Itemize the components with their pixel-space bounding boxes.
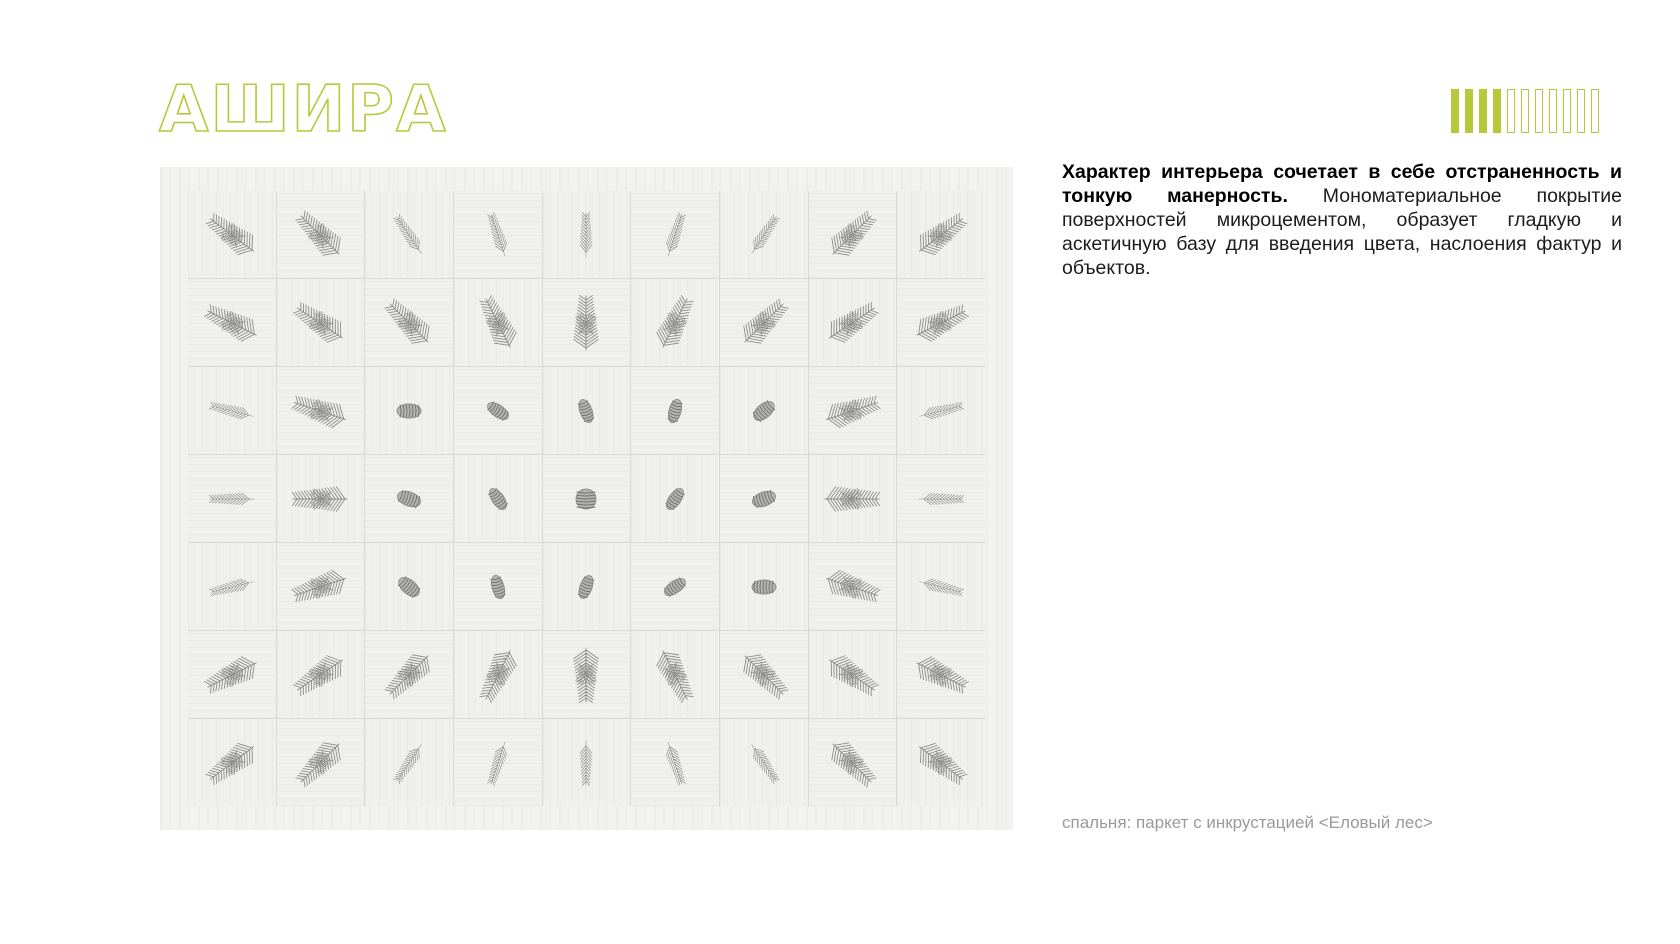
pinecone-icon — [467, 468, 529, 530]
parquet-tile — [543, 455, 631, 542]
parquet-tile — [720, 367, 808, 454]
description-lead: Характер интерьера сочетает в себе отстраненность и тонкую манерность. — [1062, 161, 1622, 207]
parquet-tile — [454, 367, 542, 454]
parquet-tile — [277, 191, 365, 278]
parquet-tile — [543, 719, 631, 806]
parquet-tile — [277, 719, 365, 806]
parquet-tile — [365, 719, 453, 806]
parquet-tile — [809, 455, 897, 542]
twig-icon — [644, 732, 706, 794]
brand-logo: АШИРА — [159, 73, 448, 147]
branch-icon — [821, 556, 883, 618]
twig-icon — [910, 468, 972, 530]
parquet-tile — [277, 279, 365, 366]
parquet-tile — [897, 543, 985, 630]
parquet-tile — [897, 719, 985, 806]
twig-icon — [201, 380, 263, 442]
parquet-tile — [188, 191, 276, 278]
pinecone-icon — [555, 380, 617, 442]
pinecone-icon — [644, 556, 706, 618]
parquet-tile — [543, 543, 631, 630]
parquet-tile — [631, 279, 719, 366]
parquet-tile — [897, 191, 985, 278]
parquet-tile — [188, 455, 276, 542]
parquet-tile — [454, 543, 542, 630]
parquet-tile — [365, 191, 453, 278]
parquet-tile — [897, 279, 985, 366]
parquet-tile — [897, 455, 985, 542]
pinecone-icon — [644, 380, 706, 442]
image-caption: спальня: паркет с инкрустацией <Еловый лес> — [1062, 813, 1433, 832]
twig-icon — [644, 204, 706, 266]
branch-icon — [467, 292, 529, 354]
twig-icon — [733, 732, 795, 794]
branch-icon — [289, 204, 351, 266]
parquet-tile — [365, 279, 453, 366]
parquet-tile — [365, 543, 453, 630]
branch-icon — [201, 204, 263, 266]
parquet-tile — [631, 543, 719, 630]
parquet-tile — [720, 719, 808, 806]
parquet-tile — [543, 367, 631, 454]
pinecone-icon — [378, 556, 440, 618]
parquet-tile — [631, 367, 719, 454]
branch-icon — [733, 292, 795, 354]
parquet-tile — [277, 631, 365, 718]
pinecone-icon — [467, 556, 529, 618]
progress-segment — [1451, 89, 1459, 133]
twig-icon — [555, 732, 617, 794]
twig-icon — [910, 556, 972, 618]
page-progress-indicator — [1451, 89, 1599, 133]
parquet-tile — [543, 191, 631, 278]
parquet-tile — [188, 631, 276, 718]
parquet-tile — [897, 367, 985, 454]
pinecone-icon — [378, 468, 440, 530]
interior-description — [1062, 160, 1622, 280]
branch-icon — [289, 468, 351, 530]
parquet-tile — [720, 543, 808, 630]
progress-segment — [1577, 89, 1585, 133]
parquet-tile — [277, 367, 365, 454]
progress-segment — [1493, 89, 1501, 133]
branch-icon — [910, 732, 972, 794]
parquet-tile — [454, 191, 542, 278]
twig-icon — [555, 204, 617, 266]
progress-segment — [1591, 89, 1599, 133]
parquet-tile — [809, 719, 897, 806]
parquet-tile — [454, 719, 542, 806]
parquet-tile — [365, 455, 453, 542]
parquet-tile — [188, 367, 276, 454]
parquet-tile — [277, 543, 365, 630]
branch-icon — [821, 292, 883, 354]
parquet-tile — [809, 631, 897, 718]
branch-icon — [289, 732, 351, 794]
parquet-tile — [631, 719, 719, 806]
branch-icon — [555, 644, 617, 706]
twig-icon — [378, 732, 440, 794]
branch-icon — [201, 732, 263, 794]
parquet-tile — [365, 367, 453, 454]
progress-segment — [1507, 89, 1515, 133]
twig-icon — [201, 556, 263, 618]
pinecone-icon — [733, 380, 795, 442]
progress-segment — [1479, 89, 1487, 133]
branch-icon — [289, 380, 351, 442]
twig-icon — [733, 204, 795, 266]
parquet-tile — [897, 631, 985, 718]
progress-segment — [1563, 89, 1571, 133]
progress-segment — [1521, 89, 1529, 133]
pinecone-icon — [555, 556, 617, 618]
branch-icon — [644, 292, 706, 354]
twig-icon — [467, 732, 529, 794]
twig-icon — [378, 204, 440, 266]
branch-icon — [289, 556, 351, 618]
parquet-tile — [188, 543, 276, 630]
description-body: Мономатериальное покрытие поверхностей микроцементом, образует гладкую и аскетичную базу для введения цвета, наслоения фактур и объектов. — [1062, 185, 1622, 279]
twig-icon — [201, 468, 263, 530]
parquet-tile — [631, 191, 719, 278]
parquet-tile — [365, 631, 453, 718]
pinecone-icon — [467, 380, 529, 442]
branch-icon — [378, 644, 440, 706]
parquet-tile — [809, 191, 897, 278]
parquet-tile — [454, 631, 542, 718]
parquet-tile — [720, 279, 808, 366]
branch-icon — [821, 732, 883, 794]
branch-icon — [289, 292, 351, 354]
branch-icon — [201, 292, 263, 354]
progress-segment — [1535, 89, 1543, 133]
branch-icon — [733, 644, 795, 706]
parquet-tile — [720, 455, 808, 542]
parquet-tile — [188, 279, 276, 366]
parquet-tile — [720, 191, 808, 278]
parquet-floor-plan — [160, 167, 1013, 830]
twig-icon — [467, 204, 529, 266]
pinecone-icon — [644, 468, 706, 530]
pinecone-icon — [378, 380, 440, 442]
parquet-tile — [454, 279, 542, 366]
branch-icon — [910, 292, 972, 354]
branch-icon — [644, 644, 706, 706]
branch-icon — [289, 644, 351, 706]
parquet-tile — [809, 279, 897, 366]
parquet-tile — [809, 543, 897, 630]
branch-icon — [910, 204, 972, 266]
inlay-tile-grid — [188, 191, 985, 806]
branch-icon — [910, 644, 972, 706]
branch-icon — [555, 292, 617, 354]
twig-icon — [910, 380, 972, 442]
parquet-tile — [631, 455, 719, 542]
branch-icon — [821, 468, 883, 530]
parquet-tile — [188, 719, 276, 806]
parquet-tile — [543, 631, 631, 718]
pinecone-icon — [733, 556, 795, 618]
parquet-tile — [720, 631, 808, 718]
parquet-tile — [277, 455, 365, 542]
branch-icon — [821, 204, 883, 266]
branch-icon — [201, 644, 263, 706]
pinecone-icon — [555, 468, 617, 530]
progress-segment — [1549, 89, 1557, 133]
progress-segment — [1465, 89, 1473, 133]
branch-icon — [821, 380, 883, 442]
parquet-tile — [631, 631, 719, 718]
pinecone-icon — [733, 468, 795, 530]
parquet-tile — [543, 279, 631, 366]
branch-icon — [467, 644, 529, 706]
parquet-tile — [809, 367, 897, 454]
branch-icon — [821, 644, 883, 706]
branch-icon — [378, 292, 440, 354]
parquet-tile — [454, 455, 542, 542]
